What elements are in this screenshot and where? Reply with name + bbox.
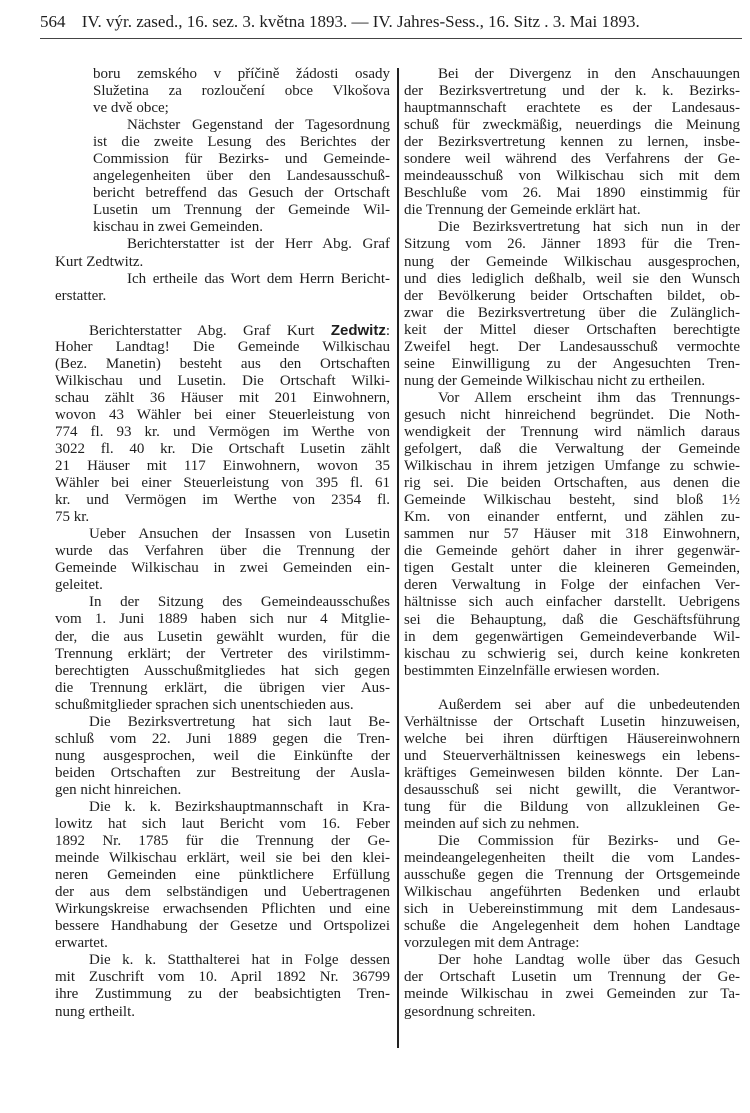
speaker-name: Zedwitz (330, 321, 386, 339)
text-line: tigen Gestalt unter die kleineren Gemeinden, (404, 560, 740, 577)
text-line: sei die Behauptung, daß die Geschäftsführung (404, 611, 740, 628)
text-line: der, die aus Lusetin gewählt wurden, für die (55, 628, 390, 645)
text-line: kischau zu schwierig sei, durch keine konkreten (404, 645, 740, 662)
paragraph (404, 833, 740, 952)
text-line: beiden Ortschaften zur Bestreitung der Ausla- (55, 764, 390, 781)
right-column (404, 66, 740, 1021)
paragraph-gap (404, 680, 740, 697)
paragraph (55, 66, 390, 117)
text-line: bericht betreffend das Gesuch der Ortschaft (93, 185, 390, 202)
text-line: gefolgert, daß die Verwaltung der Gemeinde (404, 441, 740, 458)
paragraph (55, 322, 390, 527)
header-title: IV. výr. zased., 16. sez. 3. května 1893. — IV. Jahres-Sess., 16. Sitz . 3. Mai 1893. (81, 12, 640, 31)
text-line: desausschuß sei nicht gewillt, die Verantwor- (404, 781, 740, 798)
text-line: lowitz hat sich laut Bericht vom 16. Feber (55, 816, 390, 833)
text-line: Die k. k. Bezirkshauptmannschaft in Kra- (89, 798, 390, 815)
text-line: gesordnung schreiten. (404, 1003, 536, 1020)
text-line: rig sei. Die beiden Ortschaften, aus denen die (404, 475, 740, 492)
text-line: tung für die Bildung von allzukleinen Ge- (404, 798, 740, 815)
text-line: boru zemského v příčině žádosti osady (93, 66, 390, 82)
text-line: Wirkungskreise erwachsenden Pflichten und eine (55, 901, 390, 918)
text-line: geleitet. (55, 577, 103, 594)
text-line: sammen nur 57 Häuser mit 318 Einwohnern, (404, 526, 740, 543)
text-line: kräftiges Gemeinwesen bilden könnte. Der Lan- (404, 764, 740, 781)
text-line: Wilkischau in ihrem jetzigen Umfange zu schwie- (404, 458, 740, 475)
paragraph (55, 271, 390, 305)
text-line: In der Sitzung des Gemeindeausschußes (89, 594, 390, 611)
text-line: Die k. k. Statthalterei hat in Folge dessen (89, 952, 390, 969)
text-line: hältnisse sich auch einfacher darstellt. Uebrigens (404, 594, 740, 611)
text-line: meinde Wilkischau erklärt, weil sie bei den klei- (55, 850, 390, 867)
text-line: 3022 fl. 40 kr. Die Ortschaft Lusetin zählt (55, 440, 390, 457)
text-line: bestimmten Einzelnfälle erwiesen worden. (404, 662, 660, 679)
text-line: schußmitglieder sprachen sich unentschieden aus. (55, 696, 354, 713)
paragraph (404, 697, 740, 833)
paragraph (55, 526, 390, 594)
text-line: Verhältnisse der Ortschaft Lusetin hinzuweisen, (404, 713, 740, 730)
text-line: mit Zuschrift vom 10. April 1892 Nr. 36799 (55, 969, 390, 986)
text-line: meinden auf sich zu nehmen. (404, 816, 580, 833)
text-line: Vor Allem erscheint ihm das Trennungs- (438, 389, 740, 406)
text-line: Beschluße vom 26. Mai 1890 einstimmig für (404, 185, 740, 202)
text-line: die Trennung der Gemeinde erklärt hat. (404, 202, 641, 219)
running-header (40, 12, 740, 32)
paragraph (55, 952, 390, 1020)
text-line: Die Bezirksvertretung hat sich laut Be- (89, 713, 390, 730)
speaker-intro: Berichterstatter Abg. Graf Kurt (89, 322, 331, 339)
text-line: Wähler bei einer Steuerleistung von 395 fl. 61 (55, 475, 390, 492)
text-line: wovon 43 Wähler bei einer Steuerleistung von (55, 406, 390, 423)
text-line: angelegenheiten über den Landesausschuß- (93, 168, 390, 185)
text-line: der Bezirksvertretung und der k. k. Bezirks- (404, 83, 740, 100)
text-line: nung der Gemeinde Wilkischau nicht zu ertheilen. (404, 372, 706, 389)
text-line: gen nicht hinreichen. (55, 781, 182, 798)
text-line: Nächster Gegenstand der Tagesordnung (127, 117, 390, 134)
text-line: Hoher Landtag! Die Gemeinde Wilkischau (55, 338, 390, 355)
text-line: Lusetin um Trennung der Gemeinde Wil- (93, 202, 390, 219)
text-line: nung ausgesprochen, weil die Einkünfte der (55, 747, 390, 764)
text-line: sich in Uebereinstimmung mit dem Landesaus- (404, 901, 740, 918)
text-line: Commission für Bezirks- und Gemeinde- (93, 151, 390, 168)
paragraph (404, 390, 740, 680)
text-line: Gemeinde Wilkischau in zwei Gemeinden ein- (55, 560, 390, 577)
text-line: erstatter. (55, 287, 107, 304)
text-line: nung ertheilt. (55, 1003, 135, 1020)
text-line: in dem gegenwärtigen Gemeindeverbande Wil- (404, 628, 740, 645)
text-line: erwartet. (55, 935, 108, 952)
text-line: vom 1. Juni 1889 haben sich nur 4 Mitglie- (55, 611, 390, 628)
text-line: Der hohe Landtag wolle über das Gesuch (438, 952, 740, 969)
page-number: 564 (40, 12, 66, 31)
text-line: schau zählt 36 Häuser mit 201 Einwohnern, (55, 389, 390, 406)
text-line: Bei der Divergenz in den Anschauungen (438, 66, 740, 82)
text-line: kr. und Vermögen im Werthe von 2354 fl. (55, 492, 390, 509)
text-line: Berichterstatter ist der Herr Abg. Graf (127, 236, 390, 253)
text-line: und dies lediglich deßhalb, weil sie den Wunsch (404, 270, 740, 287)
text-line: und Steuerverhältnissen keineswegs ein lebens- (404, 747, 740, 764)
left-column (55, 66, 390, 1021)
text-line (55, 322, 390, 339)
text-line: Die Commission für Bezirks- und Ge- (438, 833, 740, 850)
paragraph (55, 799, 390, 952)
text-line: wurde das Verfahren über die Trennung der (55, 543, 390, 560)
paragraph-gap (55, 305, 390, 322)
text-line: Služetina za rozloučení obce Vlkošova (93, 83, 390, 100)
text-line: ausschuße gegen die Trennung der Ortsgemeinde (404, 867, 740, 884)
text-line: Zweifel hegt. Der Landesausschuß vermochte (404, 338, 740, 355)
text-line: (Bez. Manetin) besteht aus den Ortschaften (55, 355, 390, 372)
text-line: ist die zweite Lesung des Berichtes der (93, 134, 390, 151)
text-line: welche bei ihren dürftigen Häusereinwohnern (404, 730, 740, 747)
text-line: 21 Häuser mit 117 Einwohnern, wovon 35 (55, 458, 390, 475)
text-line: meindeausschuß von Wilkischau sich mit dem (404, 168, 740, 185)
text-line: seine Einwilligung zu der Angesuchten Tren- (404, 355, 740, 372)
text-line: zwar die Bezirksvertretung über die Zulänglich- (404, 304, 740, 321)
text-line: ihre Zustimmung zu der beabsichtigten Tren- (55, 986, 390, 1003)
paragraph (55, 714, 390, 799)
text-line: Trennung erklärt; der Vertreter des virilstimm- (55, 645, 390, 662)
text-line: schluß vom 22. Juni 1889 gegen die Tren- (55, 730, 390, 747)
text-line: gesuch nicht hinreichend begründet. Die Noth- (404, 406, 740, 423)
paragraph (404, 219, 740, 389)
text-line: sondere weil während des Verfahrens der Ge- (404, 151, 740, 168)
text-line: der Bezirksvertretung kennen zu lernen, insbe- (404, 134, 740, 151)
text-line: 774 fl. 93 kr. und Vermögen im Werthe von (55, 423, 390, 440)
text-line: der Bevölkerung beider Ortschaften bildet, ob- (404, 287, 740, 304)
text-line: der aus dem selbständigen und Uebertragenen (55, 884, 390, 901)
paragraph (55, 117, 390, 236)
text-line: Ich ertheile das Wort dem Herrn Bericht- (127, 270, 390, 287)
text-line: nung der Gemeinde Wilkischau ausgesprochen, (404, 253, 740, 270)
text-line: kischau in zwei Gemeinden. (93, 219, 263, 236)
text-line: schuße die Angelegenheit dem hohen Landtage (404, 918, 740, 935)
text-line: hauptmannschaft erachtete es der Landesaus- (404, 100, 740, 117)
text-line: Sitzung vom 26. Jänner 1893 für die Tren- (404, 236, 740, 253)
text-line: ve dvě obce; (93, 100, 169, 117)
text-line: deren Verwaltung in Folge der einfachen Ver- (404, 577, 740, 594)
text-line: Ueber Ansuchen der Insassen von Lusetin (89, 526, 390, 543)
text-line: schuß für zweckmäßig, neuerdings die Meinung (404, 117, 740, 134)
text-line: meindeangelegenheiten theilt die vom Landes- (404, 850, 740, 867)
text-line: Wilkischau und Lusetin. Die Ortschaft Wilki- (55, 372, 390, 389)
column-divider (397, 68, 399, 1048)
text-line: neren Gemeinden eine pünktlichere Erfüllung (55, 867, 390, 884)
text-line: Gemeinde Wilkischau besteht, sind bloß 1½ (404, 492, 740, 509)
text-line: Kurt Zedtwitz. (55, 253, 144, 270)
text-line: bessere Handhabung der Gesetze und Ortspolizei (55, 918, 390, 935)
text-line: berechtigten Ausschußmitgliedes hat sich gegen (55, 662, 390, 679)
text-line: meinde Wilkischau in zwei Gemeinden zur Ta- (404, 986, 740, 1003)
speaker-colon: : (385, 322, 390, 339)
text-line: die Gemeinde gehört daher in ihrer gegenwär- (404, 543, 740, 560)
text-line: wendigkeit der Trennung wird nämlich daraus (404, 423, 740, 440)
header-rule (40, 38, 742, 39)
paragraph (404, 66, 740, 219)
text-line: 1892 Nr. 1785 für die Trennung der Ge- (55, 833, 390, 850)
text-line: keit der Mittel dieser Ortschaften berechtigte (404, 321, 740, 338)
text-line: Die Bezirksvertretung hat sich nun in der (438, 219, 740, 236)
text-line: der Ortschaft Lusetin um Trennung der Ge- (404, 969, 740, 986)
text-line: Wilkischau angeführten Bedenken und erlaubt (404, 884, 740, 901)
paragraph (55, 594, 390, 713)
paragraph (55, 236, 390, 270)
paragraph (404, 952, 740, 1020)
text-line: Außerdem sei aber auf die unbedeutenden (438, 696, 740, 713)
text-line: die Trennung erklärt, die übrigen vier Aus- (55, 679, 390, 696)
text-line: Km. von einander entfernt, und zählen zu- (404, 509, 740, 526)
text-line: vorzulegen mit dem Antrage: (404, 935, 580, 952)
text-line: 75 kr. (55, 509, 90, 526)
